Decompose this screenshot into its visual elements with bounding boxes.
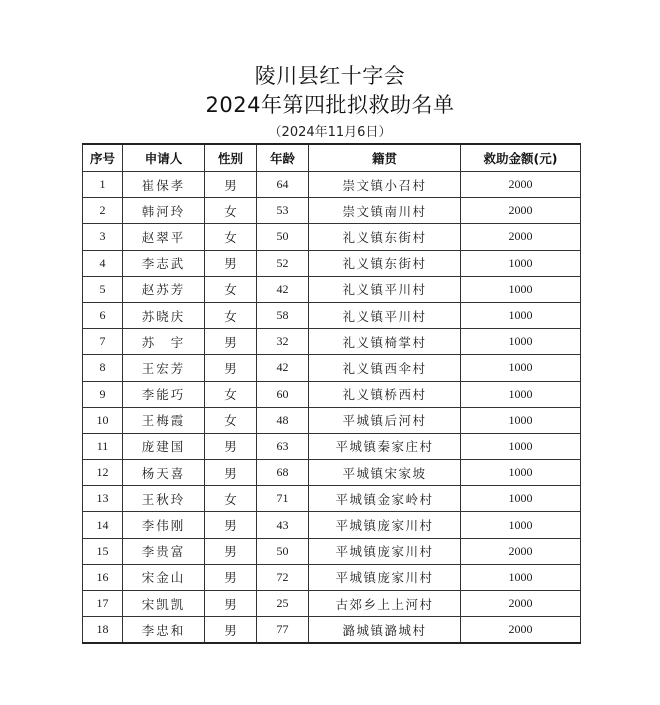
header-applicant: 申请人 <box>123 144 205 172</box>
cell-index: 10 <box>83 407 123 433</box>
cell-index: 5 <box>83 276 123 302</box>
cell-aid-amount: 1000 <box>461 460 581 486</box>
cell-applicant: 王宏芳 <box>123 355 205 381</box>
cell-gender: 男 <box>205 538 257 564</box>
cell-age: 25 <box>257 591 309 617</box>
cell-gender: 女 <box>205 381 257 407</box>
cell-gender: 女 <box>205 486 257 512</box>
cell-age: 48 <box>257 407 309 433</box>
table-row <box>83 276 581 302</box>
cell-applicant: 赵翠平 <box>123 224 205 250</box>
cell-applicant: 苏晓庆 <box>123 302 205 328</box>
cell-hometown: 礼义镇椅掌村 <box>309 329 461 355</box>
cell-applicant: 宋凯凯 <box>123 591 205 617</box>
cell-index: 3 <box>83 224 123 250</box>
cell-aid-amount: 1000 <box>461 329 581 355</box>
cell-aid-amount: 1000 <box>461 302 581 328</box>
table-body <box>83 172 581 644</box>
cell-aid-amount: 1000 <box>461 486 581 512</box>
table-row <box>83 329 581 355</box>
cell-gender: 女 <box>205 198 257 224</box>
cell-applicant: 王秋玲 <box>123 486 205 512</box>
table-row <box>83 433 581 459</box>
cell-index: 2 <box>83 198 123 224</box>
cell-applicant: 李伟刚 <box>123 512 205 538</box>
cell-gender: 男 <box>205 355 257 381</box>
table-row <box>83 460 581 486</box>
cell-gender: 男 <box>205 591 257 617</box>
header-hometown: 籍贯 <box>309 144 461 172</box>
cell-hometown: 平城镇金家岭村 <box>309 486 461 512</box>
cell-applicant: 赵苏芳 <box>123 276 205 302</box>
cell-age: 42 <box>257 355 309 381</box>
cell-hometown: 崇文镇南川村 <box>309 198 461 224</box>
cell-gender: 男 <box>205 250 257 276</box>
cell-age: 50 <box>257 538 309 564</box>
cell-applicant: 庞建国 <box>123 433 205 459</box>
cell-hometown: 礼义镇东街村 <box>309 224 461 250</box>
cell-index: 14 <box>83 512 123 538</box>
document-subtitle: 2024年第四批拟救助名单 <box>205 93 455 117</box>
cell-age: 63 <box>257 433 309 459</box>
cell-hometown: 崇文镇小召村 <box>309 172 461 198</box>
cell-gender: 男 <box>205 512 257 538</box>
cell-index: 18 <box>83 617 123 644</box>
cell-index: 7 <box>83 329 123 355</box>
cell-applicant: 崔保孝 <box>123 172 205 198</box>
aid-recipient-table <box>82 143 581 644</box>
table-row <box>83 172 581 198</box>
cell-applicant: 王梅霞 <box>123 407 205 433</box>
cell-age: 52 <box>257 250 309 276</box>
cell-gender: 男 <box>205 329 257 355</box>
cell-aid-amount: 1000 <box>461 564 581 590</box>
cell-hometown: 平城镇后河村 <box>309 407 461 433</box>
cell-age: 71 <box>257 486 309 512</box>
cell-aid-amount: 1000 <box>461 512 581 538</box>
table-row <box>83 407 581 433</box>
table-row <box>83 617 581 644</box>
table-row <box>83 250 581 276</box>
table-row <box>83 538 581 564</box>
table-row <box>83 198 581 224</box>
table-row <box>83 591 581 617</box>
cell-gender: 男 <box>205 433 257 459</box>
cell-hometown: 平城镇庞家川村 <box>309 512 461 538</box>
table-row <box>83 302 581 328</box>
table-row <box>83 224 581 250</box>
cell-gender: 男 <box>205 564 257 590</box>
cell-age: 68 <box>257 460 309 486</box>
cell-hometown: 礼义镇东街村 <box>309 250 461 276</box>
cell-applicant: 韩河玲 <box>123 198 205 224</box>
document-title: 陵川县红十字会 <box>254 64 406 88</box>
cell-applicant: 李志武 <box>123 250 205 276</box>
table-row <box>83 512 581 538</box>
cell-aid-amount: 2000 <box>461 198 581 224</box>
cell-gender: 男 <box>205 617 257 644</box>
cell-gender: 女 <box>205 302 257 328</box>
cell-hometown: 礼义镇平川村 <box>309 302 461 328</box>
cell-hometown: 礼义镇平川村 <box>309 276 461 302</box>
cell-index: 12 <box>83 460 123 486</box>
table-header-row <box>83 144 581 172</box>
cell-index: 9 <box>83 381 123 407</box>
cell-index: 13 <box>83 486 123 512</box>
cell-hometown: 平城镇秦家庄村 <box>309 433 461 459</box>
cell-index: 17 <box>83 591 123 617</box>
table-row <box>83 355 581 381</box>
cell-index: 16 <box>83 564 123 590</box>
cell-hometown: 古郊乡上上河村 <box>309 591 461 617</box>
cell-index: 4 <box>83 250 123 276</box>
cell-aid-amount: 1000 <box>461 276 581 302</box>
cell-gender: 男 <box>205 460 257 486</box>
cell-aid-amount: 1000 <box>461 407 581 433</box>
cell-applicant: 杨天喜 <box>123 460 205 486</box>
cell-gender: 女 <box>205 276 257 302</box>
table-row <box>83 486 581 512</box>
cell-hometown: 平城镇庞家川村 <box>309 538 461 564</box>
cell-aid-amount: 1000 <box>461 381 581 407</box>
cell-applicant: 宋金山 <box>123 564 205 590</box>
header-index: 序号 <box>83 144 123 172</box>
cell-gender: 男 <box>205 172 257 198</box>
cell-index: 11 <box>83 433 123 459</box>
header-age: 年龄 <box>257 144 309 172</box>
header-aid-amount: 救助金额(元) <box>461 144 581 172</box>
cell-aid-amount: 1000 <box>461 355 581 381</box>
cell-applicant: 苏 宇 <box>123 329 205 355</box>
cell-aid-amount: 2000 <box>461 538 581 564</box>
cell-age: 72 <box>257 564 309 590</box>
cell-index: 6 <box>83 302 123 328</box>
header-gender: 性别 <box>205 144 257 172</box>
cell-aid-amount: 2000 <box>461 617 581 644</box>
cell-applicant: 李能巧 <box>123 381 205 407</box>
cell-hometown: 平城镇宋家坡 <box>309 460 461 486</box>
cell-aid-amount: 2000 <box>461 172 581 198</box>
table-row <box>83 564 581 590</box>
cell-index: 8 <box>83 355 123 381</box>
cell-aid-amount: 2000 <box>461 224 581 250</box>
cell-hometown: 礼义镇西伞村 <box>309 355 461 381</box>
cell-hometown: 礼义镇桥西村 <box>309 381 461 407</box>
cell-aid-amount: 1000 <box>461 433 581 459</box>
cell-hometown: 潞城镇潞城村 <box>309 617 461 644</box>
cell-age: 42 <box>257 276 309 302</box>
cell-gender: 女 <box>205 407 257 433</box>
cell-age: 43 <box>257 512 309 538</box>
cell-age: 60 <box>257 381 309 407</box>
cell-aid-amount: 1000 <box>461 250 581 276</box>
cell-age: 58 <box>257 302 309 328</box>
cell-aid-amount: 2000 <box>461 591 581 617</box>
document-date: （2024年11月6日） <box>268 125 392 140</box>
cell-age: 50 <box>257 224 309 250</box>
cell-age: 53 <box>257 198 309 224</box>
cell-age: 77 <box>257 617 309 644</box>
cell-applicant: 李贵富 <box>123 538 205 564</box>
cell-index: 1 <box>83 172 123 198</box>
cell-age: 64 <box>257 172 309 198</box>
cell-hometown: 平城镇庞家川村 <box>309 564 461 590</box>
table-row <box>83 381 581 407</box>
cell-applicant: 李忠和 <box>123 617 205 644</box>
cell-index: 15 <box>83 538 123 564</box>
cell-age: 32 <box>257 329 309 355</box>
cell-gender: 女 <box>205 224 257 250</box>
